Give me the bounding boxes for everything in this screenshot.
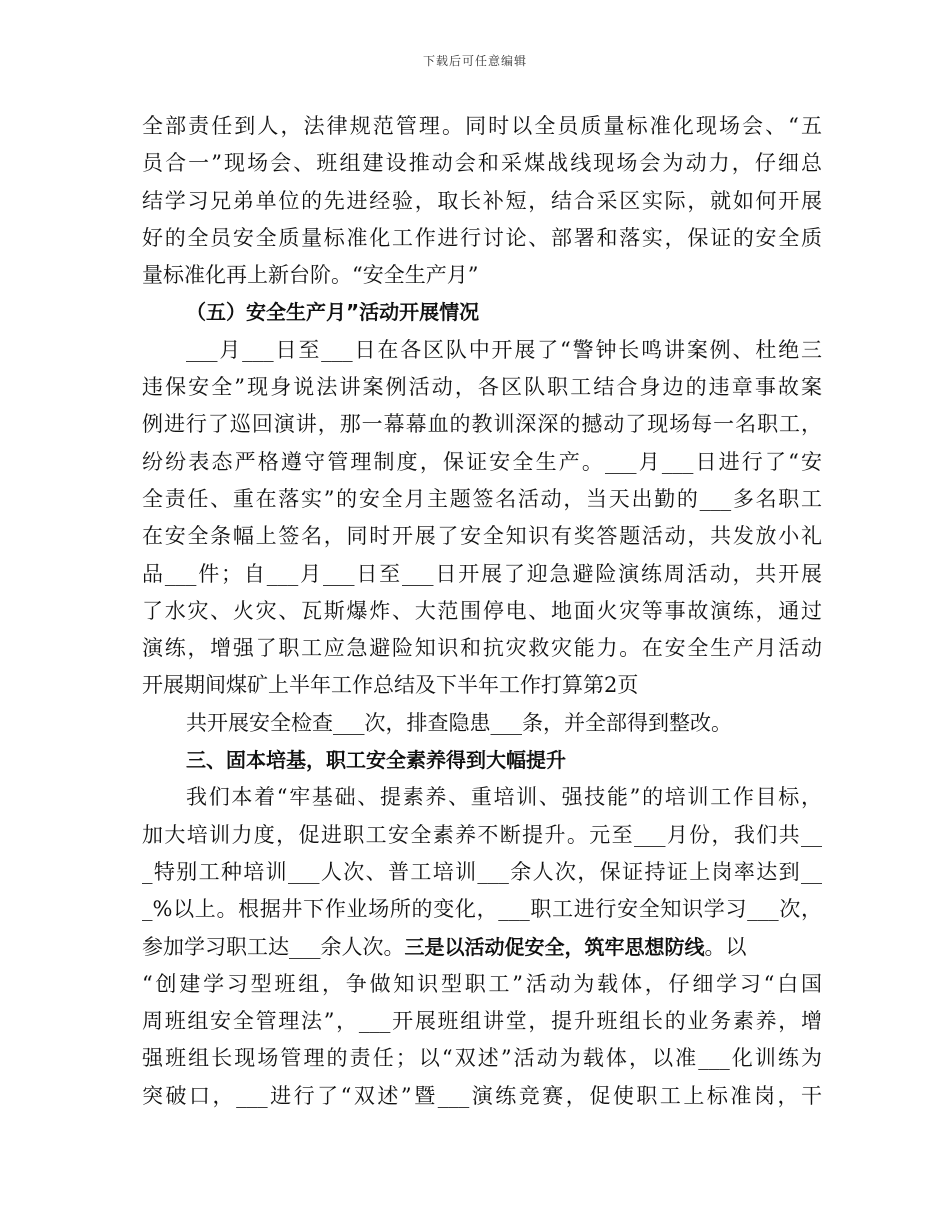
paragraph-line: “创建学习型班组，争做知识型职工”活动为载体，仔细学习“白国 [142,971,822,996]
paragraph-line: 好的全员安全质量标准化工作进行讨论、部署和落实，保证的安全质 [142,225,822,250]
paragraph-line: 加大培训力度，促进职工安全素养不断提升。元至___月份，我们共__ [142,822,822,847]
paragraph-line: 纷纷表态严格遵守管理制度，保证安全生产。___月___日进行了“安 [142,449,822,474]
paragraph-line: 强班组长现场管理的责任；以“双述”活动为载体，以准___化训练为 [142,1046,822,1071]
paragraph-line: 共开展安全检查___次，排查隐患___条，并全部得到整改。 [186,710,732,735]
paragraph-line: 周班组安全管理法”，___开展班组讲堂，提升班组长的业务素养，增 [142,1009,822,1034]
paragraph-line: 突破口，___进行了“双述”暨___演练竞赛，促使职工上标准岗，干 [142,1083,822,1108]
paragraph-line: 量标准化再上新台阶。“安全生产月” [142,263,479,288]
paragraph-line: 员合一”现场会、班组建设推动会和采煤战线现场会为动力，仔细总 [142,151,822,176]
paragraph-line: 全责任、重在落实”的安全月主题签名活动，当天出勤的___多名职工 [142,486,822,511]
paragraph-line: 品___件；自___月___日至___日开展了迎急避险演练周活动，共开展 [142,561,822,586]
paragraph-line: 全部责任到人，法律规范管理。同时以全员质量标准化现场会、“五 [142,114,822,138]
paragraph-line: 了水灾、火灾、瓦斯爆炸、大范围停电、地面火灾等事故演练，通过 [142,598,822,623]
paragraph-line: 开展期间煤矿上半年工作总结及下半年工作打算第2页 [142,673,639,698]
paragraph-line: 在安全条幅上签名，同时开展了安全知识有奖答题活动，共发放小礼 [142,524,822,549]
paragraph-line: 例进行了巡回演讲，那一幕幕血的教训深深的撼动了现场每一名职工， [142,412,822,437]
paragraph-line: ___月___日至___日在各区队中开展了“警钟长鸣讲案例、杜绝三 [186,337,822,362]
paragraph-line: _%以上。根据井下作业场所的变化，___职工进行安全知识学习___次， [142,897,822,922]
page-header: 下载后可任意编辑 [422,54,527,68]
paragraph-line: 演练，增强了职工应急避险知识和抗灾救灾能力。在安全生产月活动 [142,636,822,661]
paragraph-line [142,929,822,966]
section-heading: （五）安全生产月”活动开展情况 [186,300,480,325]
inline-bold-heading: 三是以活动促安全，筑牢思想防线 [404,934,705,959]
paragraph-line: 结学习兄弟单位的先进经验，取长补短，结合采区实际，就如何开展 [142,188,822,213]
document-body [142,108,822,1115]
paragraph-line: 我们本着“牢基础、提素养、重培训、强技能”的培训工作目标， [186,785,822,810]
line-segment: 。以 [704,934,747,959]
paragraph-line: _特别工种培训___人次、普工培训___余人次，保证持证上岗率达到__ [142,859,822,884]
section-heading: 三、固本培基，职工安全素养得到大幅提升 [186,748,566,773]
paragraph-line: 违保安全”现身说法讲案例活动，各区队职工结合身边的违章事故案 [142,375,822,400]
line-segment: 参加学习职工达___余人次。 [142,934,405,959]
